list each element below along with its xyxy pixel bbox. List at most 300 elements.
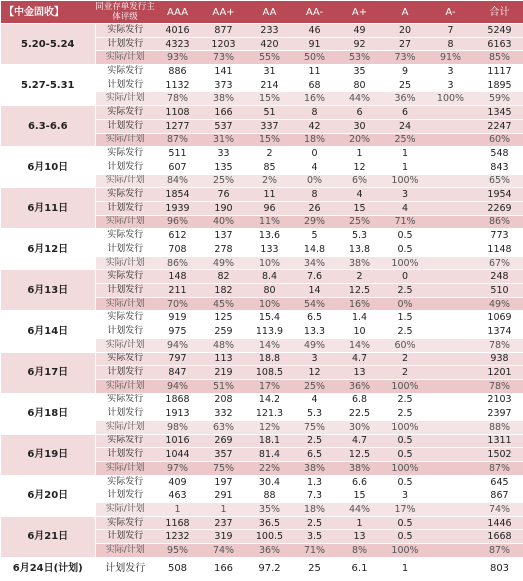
value-cell: 100.5 [247,530,292,544]
value-cell: 80 [337,78,382,92]
value-cell: 45% [200,297,247,311]
total-cell: 2103 [473,393,523,407]
table-row [1,229,523,243]
value-cell: 197 [200,475,247,489]
value-cell [428,434,473,448]
value-cell: 20 [382,24,428,38]
total-cell: 86% [473,215,523,229]
value-cell: 1 [337,516,382,530]
value-cell: 100% [428,92,473,106]
value-cell [428,201,473,215]
value-cell [428,530,473,544]
value-cell: 0.5 [382,434,428,448]
table-row [1,393,523,407]
value-cell: 1 [382,557,428,579]
metric-label: 计划发行 [95,243,155,257]
value-cell: 31 [247,65,292,79]
value-cell: 7.6 [292,270,337,284]
value-cell: 35 [337,65,382,79]
value-cell: 11 [292,65,337,79]
value-cell: 22% [247,462,292,476]
value-cell [428,475,473,489]
period-block [1,229,523,270]
period-block [1,147,523,188]
value-cell: 113.9 [247,325,292,339]
metric-label: 实际/计划 [95,256,155,270]
value-cell: 511 [155,147,200,161]
value-cell: 12% [247,420,292,434]
period-block [1,475,523,516]
value-cell: 612 [155,229,200,243]
metric-label: 计划发行 [95,160,155,174]
value-cell: 1 [155,503,200,517]
value-cell: 537 [200,119,247,133]
value-cell: 25% [292,379,337,393]
value-cell: 797 [155,352,200,366]
total-cell: 1201 [473,366,523,380]
value-cell: 12.5 [337,448,382,462]
metric-label: 实际发行 [95,270,155,284]
period-block [1,311,523,352]
value-cell: 2.5 [382,393,428,407]
period-date: 6月17日 [1,352,95,393]
total-cell: 78% [473,379,523,393]
value-cell [428,393,473,407]
table-row [1,270,523,284]
total-cell: 803 [473,557,523,579]
value-cell: 4 [292,393,337,407]
value-cell: 100% [382,544,428,558]
value-cell: 6.5 [292,311,337,325]
period-date: 5.27-5.31 [1,65,95,106]
total-header: 合计 [473,1,523,24]
rating-subject-header: 同业存单发行主体评级 [95,2,155,22]
value-cell: 877 [200,24,247,38]
value-cell: 97.2 [247,557,292,579]
value-cell: 49 [337,24,382,38]
value-cell: 91 [292,37,337,51]
total-cell: 88% [473,420,523,434]
value-cell: 11 [247,188,292,202]
value-cell: 16% [337,297,382,311]
metric-label: 计划发行 [95,119,155,133]
value-cell: 13 [337,530,382,544]
value-cell: 919 [155,311,200,325]
value-cell: 141 [200,65,247,79]
value-cell: 6.1 [337,557,382,579]
value-cell: 22.5 [337,407,382,421]
total-cell: 1446 [473,516,523,530]
forecast-date: 6月24日(计划) [1,557,95,579]
value-cell: 75% [200,462,247,476]
total-cell: 1311 [473,434,523,448]
value-cell: 291 [200,489,247,503]
value-cell: 14% [337,338,382,352]
metric-label: 实际发行 [95,147,155,161]
metric-label: 实际/计划 [95,420,155,434]
value-cell: 1 [382,147,428,161]
value-cell: 0% [382,297,428,311]
value-cell: 40% [200,215,247,229]
value-cell: 7 [428,24,473,38]
value-cell: 18% [292,133,337,147]
value-cell: 76 [200,188,247,202]
value-cell: 82 [200,270,247,284]
value-cell: 18% [292,503,337,517]
period-date: 5.20-5.24 [1,24,95,65]
value-cell: 8 [292,188,337,202]
value-cell [428,229,473,243]
value-cell: 91% [428,51,473,65]
period-block [1,65,523,106]
value-cell: 4 [337,188,382,202]
value-cell: 94% [155,338,200,352]
value-cell: 6 [382,106,428,120]
period-date: 6月13日 [1,270,95,311]
value-cell: 53% [337,51,382,65]
value-cell: 1854 [155,188,200,202]
total-cell: 510 [473,284,523,298]
period-date: 6月14日 [1,311,95,352]
value-cell: 13 [337,366,382,380]
value-cell: 71% [382,215,428,229]
value-cell: 18.8 [247,352,292,366]
value-cell: 34% [292,256,337,270]
value-cell: 88 [247,489,292,503]
value-cell: 13.3 [292,325,337,339]
value-cell: 1232 [155,530,200,544]
metric-label: 实际/计划 [95,297,155,311]
total-cell: 65% [473,174,523,188]
metric-label: 计划发行 [95,201,155,215]
value-cell [428,188,473,202]
period-block [1,352,523,393]
value-cell: 15% [247,133,292,147]
value-cell: 73% [200,51,247,65]
value-cell: 233 [247,24,292,38]
total-cell: 2247 [473,119,523,133]
value-cell [428,297,473,311]
metric-label: 实际/计划 [95,503,155,517]
value-cell: 48% [200,338,247,352]
value-cell: 100% [382,256,428,270]
value-cell: 25% [382,133,428,147]
value-cell: 100% [382,174,428,188]
value-cell: 1.5 [382,311,428,325]
value-cell: 319 [200,530,247,544]
total-cell: 1374 [473,325,523,339]
total-cell: 74% [473,503,523,517]
value-cell: 1277 [155,119,200,133]
value-cell: 93% [155,51,200,65]
total-cell: 248 [473,270,523,284]
value-cell: 26 [292,201,337,215]
value-cell: 33 [200,147,247,161]
value-cell: 86% [155,256,200,270]
value-cell: 4016 [155,24,200,38]
value-cell: 2.5 [382,407,428,421]
value-cell: 9 [382,65,428,79]
value-cell: 0.5 [382,475,428,489]
total-cell: 49% [473,297,523,311]
value-cell: 135 [200,160,247,174]
value-cell: 25% [337,215,382,229]
value-cell: 6 [337,106,382,120]
period-block [1,434,523,475]
total-cell: 548 [473,147,523,161]
total-cell: 1502 [473,448,523,462]
value-cell [428,557,473,579]
total-cell: 78% [473,338,523,352]
value-cell: 24 [382,119,428,133]
source-label: 【中金固收】 [1,1,95,24]
value-cell: 3 [382,489,428,503]
value-cell: 886 [155,65,200,79]
value-cell: 100% [382,379,428,393]
value-cell: 7.3 [292,489,337,503]
value-cell: 36% [337,379,382,393]
table-row [1,557,523,579]
value-cell: 51 [247,106,292,120]
value-cell: 3 [292,352,337,366]
value-cell [428,147,473,161]
value-cell: 15% [247,92,292,106]
value-cell: 50% [292,51,337,65]
period-block [1,516,523,557]
value-cell: 148 [155,270,200,284]
value-cell: 2.5 [382,284,428,298]
value-cell: 38% [292,462,337,476]
period-block [1,106,523,147]
value-cell: 30% [337,420,382,434]
metric-label: 实际发行 [95,229,155,243]
value-cell: 15 [337,489,382,503]
metric-label: 实际发行 [95,65,155,79]
value-cell: 96 [247,201,292,215]
period-date: 6月18日 [1,393,95,434]
value-cell: 75% [292,420,337,434]
value-cell [428,338,473,352]
metric-label: 实际/计划 [95,338,155,352]
value-cell: 0.5 [382,530,428,544]
grade-header: A [382,1,428,24]
value-cell: 2 [337,270,382,284]
value-cell: 0.5 [382,229,428,243]
value-cell: 36% [382,92,428,106]
value-cell: 219 [200,366,247,380]
value-cell: 17% [382,503,428,517]
value-cell [428,407,473,421]
grade-header: A+ [337,1,382,24]
total-cell: 938 [473,352,523,366]
metric-label: 实际/计划 [95,174,155,188]
value-cell: 0.5 [382,516,428,530]
value-cell: 10% [247,297,292,311]
value-cell: 8% [337,544,382,558]
metric-label: 实际/计划 [95,215,155,229]
value-cell: 10% [247,256,292,270]
value-cell: 30 [337,119,382,133]
value-cell: 1132 [155,78,200,92]
period-block [1,393,523,434]
total-cell: 1148 [473,243,523,257]
value-cell: 269 [200,434,247,448]
total-cell: 1345 [473,106,523,120]
value-cell: 1 [382,160,428,174]
metric-label: 计划发行 [95,284,155,298]
total-cell: 2269 [473,201,523,215]
value-cell [428,366,473,380]
value-cell [428,311,473,325]
value-cell: 357 [200,448,247,462]
metric-label: 实际发行 [95,188,155,202]
metric-label: 实际发行 [95,393,155,407]
table-row [1,147,523,161]
value-cell: 71% [292,544,337,558]
value-cell: 81.4 [247,448,292,462]
value-cell: 1168 [155,516,200,530]
metric-label: 实际/计划 [95,133,155,147]
value-cell: 36% [247,544,292,558]
value-cell: 13.6 [247,229,292,243]
metric-label: 计划发行 [95,530,155,544]
value-cell: 2.5 [382,325,428,339]
value-cell: 35% [247,503,292,517]
value-cell: 25 [382,78,428,92]
metric-label: 实际/计划 [95,92,155,106]
value-cell: 20% [337,133,382,147]
total-cell: 60% [473,133,523,147]
value-cell: 96% [155,215,200,229]
value-cell: 166 [200,106,247,120]
period-date: 6月12日 [1,229,95,270]
value-cell: 3 [428,78,473,92]
value-cell: 49% [200,256,247,270]
period-block [1,270,523,311]
value-cell: 463 [155,489,200,503]
table-row [1,24,523,38]
value-cell: 0.5 [382,448,428,462]
grade-header: AA+ [200,1,247,24]
value-cell: 4.7 [337,434,382,448]
metric-label: 实际/计划 [95,379,155,393]
total-cell: 59% [473,92,523,106]
value-cell: 97% [155,462,200,476]
value-cell: 25 [292,557,337,579]
total-cell: 85% [473,51,523,65]
grade-header: A- [428,1,473,24]
value-cell [428,352,473,366]
value-cell [428,243,473,257]
value-cell: 2.5 [292,516,337,530]
metric-label: 计划发行 [95,407,155,421]
metric-label: 实际发行 [95,106,155,120]
value-cell [428,256,473,270]
total-cell: 6163 [473,37,523,51]
value-cell: 1108 [155,106,200,120]
value-cell: 16% [292,92,337,106]
value-cell: 12.5 [337,284,382,298]
value-cell: 2 [247,147,292,161]
value-cell [428,448,473,462]
value-cell: 8 [292,106,337,120]
total-cell: 5249 [473,24,523,38]
value-cell [428,462,473,476]
period-date: 6月20日 [1,475,95,516]
value-cell: 0 [382,270,428,284]
value-cell: 11% [247,215,292,229]
metric-label: 计划发行 [95,557,155,579]
value-cell: 607 [155,160,200,174]
value-cell: 15.4 [247,311,292,325]
value-cell: 31% [200,133,247,147]
metric-label: 实际发行 [95,24,155,38]
value-cell: 44% [337,92,382,106]
value-cell [428,544,473,558]
value-cell: 25% [200,174,247,188]
period-block [1,188,523,229]
value-cell [428,133,473,147]
metric-label: 实际发行 [95,475,155,489]
value-cell: 51% [200,379,247,393]
metric-label: 实际发行 [95,516,155,530]
value-cell: 1868 [155,393,200,407]
value-cell: 3 [382,188,428,202]
value-cell: 0% [292,174,337,188]
period-date: 6月11日 [1,188,95,229]
value-cell: 113 [200,352,247,366]
value-cell: 6% [337,174,382,188]
value-cell: 975 [155,325,200,339]
value-cell: 38% [337,462,382,476]
total-cell: 1117 [473,65,523,79]
value-cell: 4 [292,160,337,174]
value-cell: 14.8 [292,243,337,257]
value-cell: 4 [382,201,428,215]
grade-header: AA [247,1,292,24]
period-block [1,24,523,65]
value-cell [428,270,473,284]
table-row [1,516,523,530]
value-cell [428,174,473,188]
value-cell [428,119,473,133]
value-cell [428,503,473,517]
value-cell: 94% [155,379,200,393]
value-cell: 60% [382,338,428,352]
value-cell: 1.3 [292,475,337,489]
value-cell: 5.3 [292,407,337,421]
value-cell: 278 [200,243,247,257]
value-cell: 4323 [155,37,200,51]
value-cell: 30.4 [247,475,292,489]
value-cell: 208 [200,393,247,407]
metric-label: 计划发行 [95,366,155,380]
value-cell: 78% [155,92,200,106]
total-cell: 867 [473,489,523,503]
value-cell: 42 [292,119,337,133]
value-cell: 8.4 [247,270,292,284]
value-cell: 27 [382,37,428,51]
table-row [1,188,523,202]
period-date: 6月10日 [1,147,95,188]
metric-label: 计划发行 [95,325,155,339]
value-cell: 1044 [155,448,200,462]
forecast-block [1,557,523,579]
value-cell: 6.8 [337,393,382,407]
value-cell: 36.5 [247,516,292,530]
value-cell: 46 [292,24,337,38]
metric-label: 计划发行 [95,448,155,462]
